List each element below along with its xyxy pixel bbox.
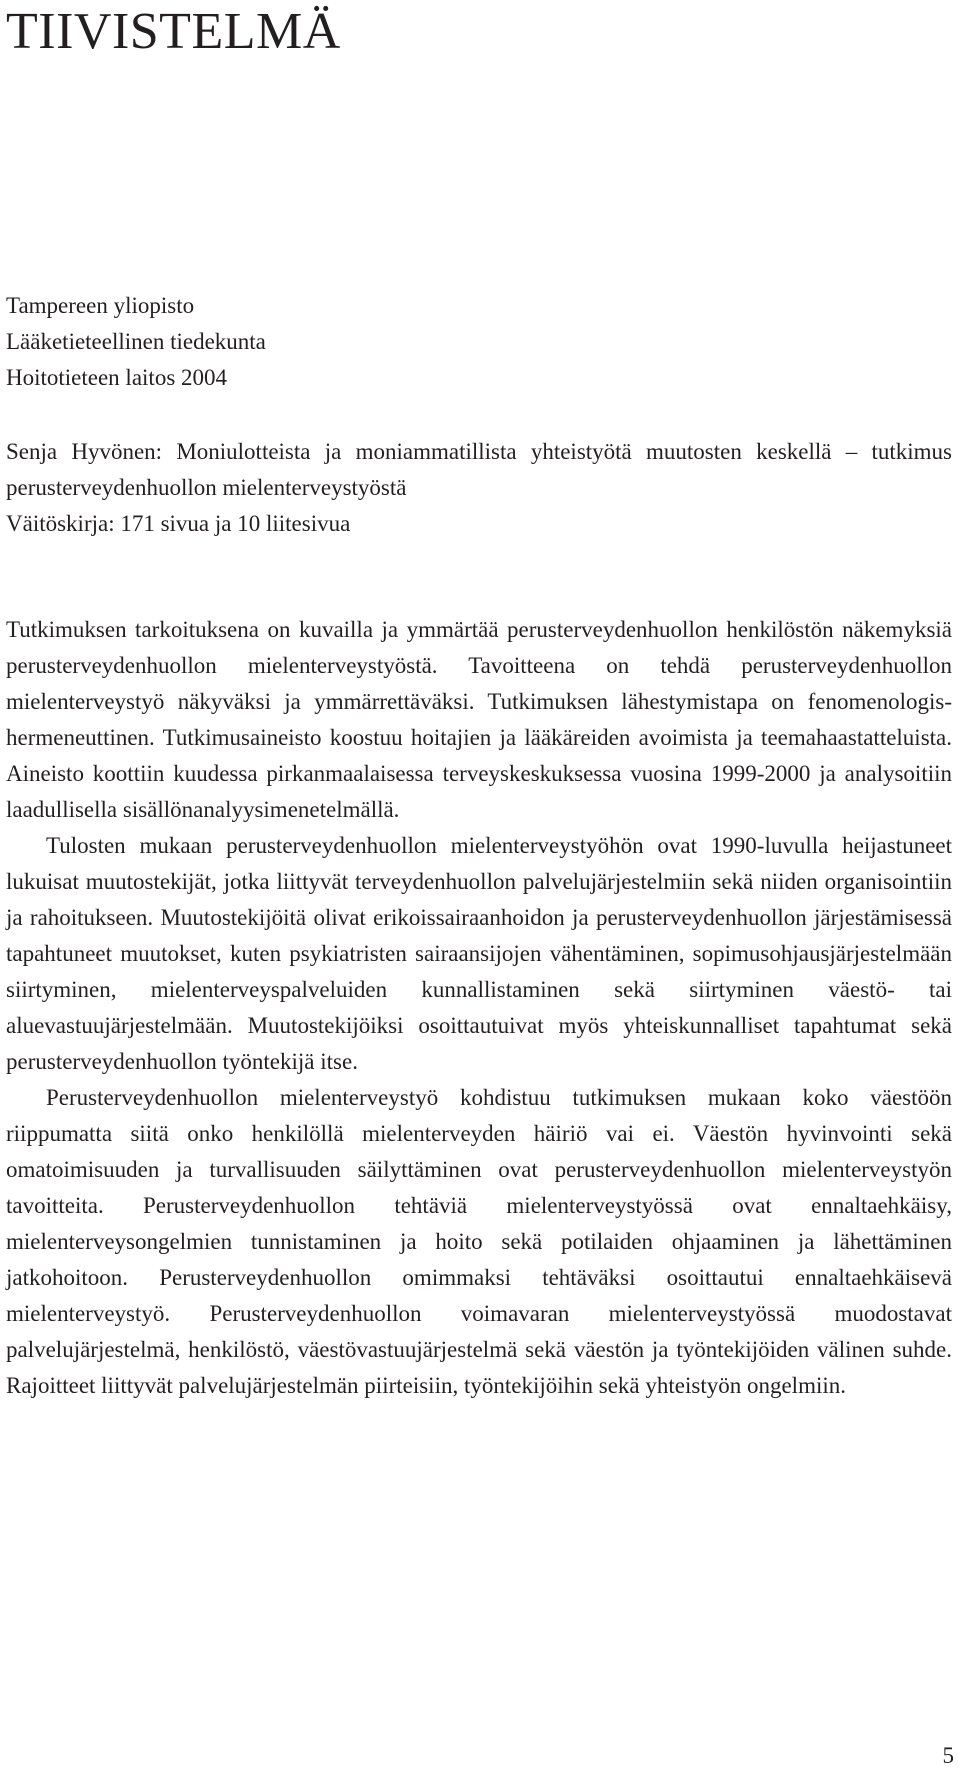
department-name: Hoitotieteen laitos 2004 <box>6 365 228 390</box>
institution-info <box>6 288 952 396</box>
page-title: TIIVISTELMÄ <box>6 3 341 60</box>
university-name: Tampereen yliopisto <box>6 293 195 318</box>
abstract-paragraph-1: Tutkimuksen tarkoituksena on kuvailla ja ymmärtää perusterveydenhuollon henkilöstön näkemyksiä perusterveydenhuollon mielenterveystyöstä. Tavoitteena on tehdä perusterveydenhuollon mielenterveystyö näkyväksi ja ymmärrettäväksi. Tutkimuksen lähestymistapa on fenomenologis-hermeneuttinen. Tutkimusaineisto koostuu hoitajien ja lääkäreiden avoimista ja teemahaastatteluista. Aineisto koottiin kuudessa pirkanmaalaisessa terveyskeskuksessa vuosina 1999-2000 ja analysoitiin laadullisella sisällönanalyysimenetelmällä. <box>6 617 952 822</box>
page-number: 5 <box>942 1743 954 1768</box>
abstract-paragraph-2: Tulosten mukaan perusterveydenhuollon mielenterveystyöhön ovat 1990-luvulla heijastuneet lukuisat muutostekijät, jotka liittyvät terveydenhuollon palvelujärjestelmiin sekä niiden organisointiin ja rahoitukseen. Muutostekijöitä olivat erikoissairaanhoidon ja perusterveydenhuollon järjestämisessä tapahtuneet muutokset, kuten psykiatristen sairaansijojen vähentäminen, sopimusohjausjärjestelmään siirtyminen, mielenterveyspalveluiden kunnallistaminen sekä siirtyminen väestö- tai aluevastuujärjestelmään. Muutostekijöiksi osoittautuivat myös yhteiskunnalliset tapahtumat sekä perusterveydenhuollon työntekijä itse. <box>6 833 952 1074</box>
faculty-name: Lääketieteellinen tiedekunta <box>6 329 266 354</box>
abstract-body <box>6 612 952 1404</box>
page-count: Väitöskirja: 171 sivua ja 10 liitesivua <box>6 511 351 536</box>
author-and-title: Senja Hyvönen: Moniulotteista ja moniammatillista yhteistyötä muutosten keskellä – tutkimus perusterveydenhuollon mielenterveystyöstä <box>6 439 952 500</box>
abstract-paragraph-3: Perusterveydenhuollon mielenterveystyö kohdistuu tutkimuksen mukaan koko väestöön riippumatta siitä onko henkilöllä mielenterveyden häiriö vai ei. Väestön hyvinvointi sekä omatoimisuuden ja turvallisuuden säilyttäminen ovat perusterveydenhuollon mielenterveystyön tavoitteita. Perusterveydenhuollon tehtäviä mielenterveystyössä ovat ennaltaehkäisy, mielenterveysongelmien tunnistaminen ja hoito sekä potilaiden ohjaaminen ja lähettäminen jatkohoitoon. Perusterveydenhuollon omimmaksi tehtäväksi osoittautui ennaltaehkäisevä mielenterveystyö. Perusterveydenhuollon voimavaran mielenterveystyössä muodostavat palvelujärjestelmä, henkilöstö, väestövastuujärjestelmä sekä väestön ja työntekijöiden välinen suhde. Rajoitteet liittyvät palvelujärjestelmän piirteisiin, työntekijöihin sekä yhteistyön ongelmiin. <box>6 1085 952 1398</box>
citation-info <box>6 434 952 542</box>
